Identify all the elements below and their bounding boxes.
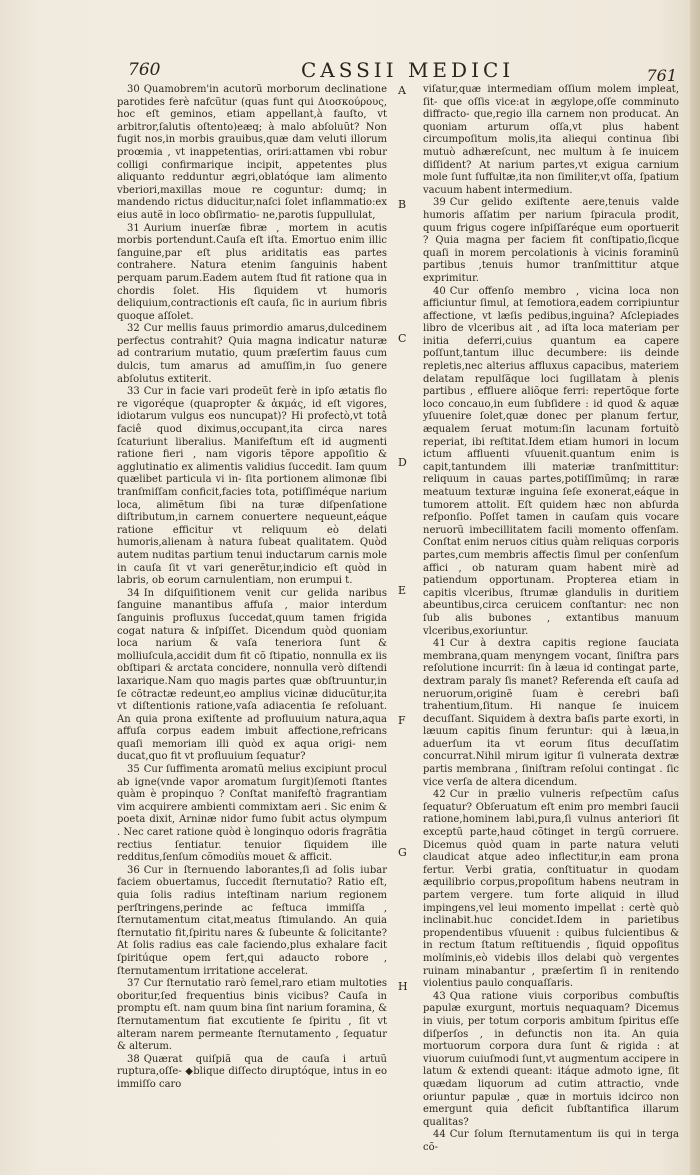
paragraph-number: 39: [433, 197, 446, 209]
paragraph-text: Cur in facie vari prodeũt ferè in ipſo ætatis flo re vigoréque (quapropter & ἀκμάς, id eſt vigores, idiotarum vulgus eos nuncupat)? Hi profectò,vt totâ faciê quod diximus,occupant,ita circa nares ſcaturiunt liberalius. Manifeſtum eſt id augmenti ratione fieri , nam vigoris tẽpore appoſitio & agglutinatio ex alimentis validius ſuccedit. Iam quum quælibet particula vi in- ſita portionem alimonæ ſibi tranſmiſſam conficit,facies tota, potiſſiméque narium loca, alimẽtum ſibi na turæ diſpenſatione diſtributum,in carnem conuertere nequeunt,eáque ratione efficitur vt reliquum eò delati humoris,alienam à natura ſubeat qualitatem. Quòd autem nuditas partium tenui inductarum carnis mole in cauſa ſit vt vari generẽtur,indicio eſt quòd in labris, ob eorum carnulentiam, non erumpui t.: [117, 386, 387, 587]
right-column: [423, 84, 679, 1154]
margin-letter: D: [398, 456, 407, 469]
paragraph: [423, 286, 679, 639]
margin-letter: B: [398, 198, 407, 211]
margin-letter: F: [398, 714, 406, 727]
paragraph: [117, 978, 387, 1054]
paragraph-number: 34: [127, 587, 140, 599]
paragraph-text: Cur in ſternuendo laborantes,ſi ad ſolis iubar faciem obuertamus, ſuccedit ſternutatio? Ratio eſt, quia ſolis radius inteſtinam narium regionem perſtringens,perinde ac feſtuca immiſſa , ſternutamentum citat,meatus ſtimulando. An quia ſternutatio fit,ſpiritu nares & ſubeunte & ſolicitante? At ſolis radius eas cale faciendo,plus exhalare facit ſpiritúque opem fert,qui adaucto robore , ſternutamentum irritatione accelerat.: [117, 864, 387, 977]
paragraph-number: 43: [433, 990, 446, 1002]
paragraph-text: Cur gelido exiſtente aere,tenuis valde humoris aſſatim per narium ſpiracula prodit, quum frigus cogere inſpiſſaréque eum oportuerit ? Quia magna per faciem fit conſtipatio,ſicque quaſi in morem percolationis à vicinis foraminũ partibus ,tenuis humor tranſmittitur atque exprimitur.: [423, 197, 679, 284]
paragraph-number: 38: [127, 1053, 140, 1065]
left-page-number: 760: [128, 60, 161, 80]
paragraph-text: viſatur,quæ intermediam oſſium molem impleat, ſit- que oſſis vice:at in ægylope,oſſe comminuto diffracto- que,regio illa carnem non producat. An quoniam arturum oſſa,vt plus habent circumpoſitum molis,ita aliequi continua ſibi mutuò adhæreſcunt, nec multum à ſe inuicem diſſident? At narium partes,vt exigua carnium mole ſunt ſuffultæ,ita non ſimiliter,vt oſſa, ſpatium vacuum habent intermedium.: [423, 84, 679, 196]
paragraph-number: 35: [127, 764, 140, 776]
paragraph: [423, 991, 679, 1130]
margin-letter: A: [398, 84, 406, 97]
paragraph-number: 42: [433, 789, 446, 801]
margin-letter: G: [398, 846, 407, 859]
paragraph: [117, 386, 387, 588]
paragraph-text: Cur à dextra capitis regione ſauciata membrana,quam menyngem vocant, ſiniſtra pars reſolutione incurrit: ſin à læua id contingat parte, dextram paraly ſis manet? Referenda eſt cauſa ad neruorum,originẽ ſuam è cerebri baſi trahentium,ſitum. Hi nanque ſe inuicem decuſſant. Siquidem à dextra baſis parte exorti, in læuum capitis ſinum feruntur: qui à læua,in aduerſum ita vt eorum ſitus decuſſatim concurrat.Nihil mirum igitur ſi vulnerata dextræ partis membrana , ſiniſtram reſolui contingat . ſic vice verſa de altera dicendum.: [423, 638, 679, 788]
paragraph-text: In diſquiſitionem venit cur gelida naribus ſanguine manantibus affuſa , maior interdum ſanguinis profluxus ſuccedat,quum tamen frigida cogat natura & inſpiſſet. Dicendum quòd quoniam loca narium & vaſa teneriora ſunt & molliuſcula,accidit dum fit cõ ſtipatio, nonnulla ex iis obſtipari & arctata concidere, nonnulla verò diſtendi laxarique.Nam quo magis partes quæ obſtruuntur,in ſe cõtractæ redeunt,eo amplius vicinæ diducũtur,ita vt diſtentionis ratione,vaſa adiacentia ſe reſoluant. An quia prona exiſtente ad profluuium natura,aqua affuſa corpus eadem imbuit affectione,refricans quaſi memoriam illi quòd ex aqua origi- nem ducat,quo fit vt profluuium ſequatur?: [117, 587, 387, 763]
paragraph-number: 36: [127, 864, 140, 876]
paragraph-number: 33: [127, 386, 140, 398]
paragraph: [423, 789, 679, 991]
paragraph: [423, 197, 679, 285]
margin-letter: H: [398, 980, 408, 993]
margin-letter: E: [398, 584, 407, 597]
paragraph-text: Cur in prælio vulneris reſpectũm caſus ſequatur? Obſeruatum eſt enim pro membri ſaucii ratione,hominem labi,pura,ſi vulnus anteriori ſit exceptũ parte,haud cõtinget in tergũ corruere. Dicemus quòd quam in parte natura veluti claudicat atque adeo inflectitur,in eam prona fertur. Verbi gratia, conſtituatur in quodam æquilibrio corpus,propoſitum habens neutram in partem vergere. tum forte aliquid in illud impingens,vel leui momento impellat : certè quò inclinabit.huc concidet.Idem in parietibus propendentibus vſuuenit : quibus fulcientibus & in rectum ſtatum reſtituendis , ſiquid oppoſitus molíminis,eò videbis illos delabi quò vergentes ruinam minabantur , præſertim ſi in renitendo violentius paulo conquaſſaris.: [423, 789, 679, 990]
paragraph-number: 37: [127, 978, 140, 990]
paragraph-text: Cur ſuffimenta aromatũ melius excipiunt procul ab igne(vnde vapor aromatum ſurgit)ſemoti ſtantes quàm è propinquo ? Conſtat manifeſtò fragrantiam vim acquirere ambienti commixtam aeri . Sic enim & poeta dixit, Arninæ nidor fumo ſubit actus olympum . Nec caret ratione quòd è longinquo odoris fragrãtia rectius ſentiatur. tenuior ſiquidem ille redditus,ſenſum cõmodiùs mouet & afficit.: [117, 764, 387, 864]
paragraph: [117, 323, 387, 386]
margin-letter: C: [398, 332, 407, 345]
page-header: [118, 58, 683, 84]
paragraph-text: Quamobrem'in acutorũ morborum declinatione parotides ferè nafcũtur (quas funt qui Διοσκούρους, hoc eſt geminos, etiam appellant,à fauſto, vt arbitror,ſalutis oſtento)eæq; à malo abſoluũt? Non fugit nos,in morbis grauibus,quæ dam veluti illorum proœmia , vt inappetentias, oriri:attamen vbi robur colligi confirmarique incipit, appetentes plus aliquanto redduntur ægri,oblatóque iam alimento vberiori,maxillas moue re coguntur: dumq; in mandendo rictus diducitur,naſci ſolet inflammatio:ex eius autẽ in loco obſirmatio- ne,parotis ſuppullulat,: [117, 84, 387, 221]
paragraph-number: 32: [127, 323, 140, 335]
paragraph-text: Cur ſternutatio rarò ſemel,raro etiam multoties oboritur,ſed frequentius binis vicibus? Cauſa in promptu eſt. nam quum bina ſint narium foramina, & ſternutamentum fiat excutiente ſe ſpiritu , ſit vt alteram narem permeante ſternutamento , ſequatur & alterum.: [117, 978, 387, 1053]
paragraph-number: 30: [127, 84, 140, 95]
paragraph: [423, 84, 679, 197]
paragraph-text: Qua ratione viuis corporibus combuſtis papulæ exurgunt, mortuis nequaquam? Dicemus in viuis, per totum corporis ambitum ſpiritus eſſe diſperſos , in defunctis non ita. An quia mortuorum corpora dura ſunt & rigida : at viuorum cuiuſmodi ſunt,vt augmentum accipere in latum & extendi queant: itáque admoto igne, ſit quædam liquorum ad cutim attractio, vnde oriuntur papulæ , quæ in mortuis idcirco non emergunt quia deficit ſubſtantifica illarum qualitas?: [423, 990, 679, 1128]
paragraph-number: 40: [433, 285, 446, 297]
paragraph-text: Cur mellis fauus primordio amarus,dulcedinem perfectus contrahit? Quia magna indicatur naturæ ad contrarium mutatio, quum præſertim fauus cum dulcis, tum amarus ad amuſſim,in ſuo genere abſolutus extiterit.: [117, 323, 387, 385]
paragraph-text: Cur ſolum ſternutamentum iis qui in terga cõ-: [423, 1129, 679, 1153]
left-column: [117, 84, 387, 1092]
paragraph-number: 41: [433, 638, 446, 650]
paragraph: [117, 84, 387, 223]
paragraph-text: Quærat quiſpiã qua de cauſa i artuũ ruptura,oſſe- ◆blique diſſecto diruptóque, intus in eo immiſſo caro: [117, 1053, 387, 1090]
paragraph: [117, 1054, 387, 1092]
paragraph-text: Aurium inuerſæ fibræ , mortem in acutis morbis portendunt.Cauſa eſt iſta. Emortuo enim illic ſanguine,par eſt plus ariditatis eas partes contrahere. Natura etenim ſanguinis habent perquam parum.Eadem autem ſtud fit ratione qua in chordis ſolet. His ſiquidem vt humoris deliquium,contractionis eſt cauſa, ſic in aurium fibris quoque aſſolet.: [117, 222, 387, 322]
page-edge: [690, 0, 700, 1175]
paragraph: [423, 638, 679, 789]
right-page-number: 761: [646, 66, 677, 85]
paragraph: [117, 865, 387, 978]
paragraph-text: Cur offenſo membro , vicina loca non afficiuntur ſimul, at ſemotiora,eadem corripiuntur affectione, vt læſis pedibus,inguina? Aſclepiades libro de vlceribus ait , ad iſta loca materiam per initia deferri,cuius quantum ea capere poſſunt,tantum illuc decumbere: iis deinde repletis,nec alterius affluxus capacibus, materiem delatam repulſãque loci ſugillatam à plenis partibus , effluere aliõque ferri: repertõque forte loco concauo,in eum ſubſidere : id quod & aquæ yſuuenire ſolet,quæ donec per planum fertur, æqualem ſeruat motum:ſin lacunam fortuitò reperiat, ibi reſtitat.Idem etiam humori in locum ictum affluenti vſuuenit.quantum enim is capit,tantundem illi materiæ tranſmittitur: reliquum in cauas partes,potiſſimũmq; in raræ meatuum texturæ inguina ſeſe exonerat,eáque in tumorem attolit. Eſt quidem hæc non abſurda reſponſio. Poſſet tamen in cauſam quis vocare neruorũ imbecillitatem facili momento offenſam. Conſtat enim neruos citius quàm reliquas corporis partes,cum membris affectis ſimul per conſenſum affici , ob naturam quam habent mirè ad patiendum opportunam. Propterea etiam in capitis vlceribus, ſtrumæ glandulis in duritiem abeuntibus,circa ceruicem conſtantur: nec non ſub alis bubones , extantibus manuum vlceribus,exoriuntur.: [423, 285, 679, 637]
paragraph-number: 31: [127, 222, 140, 234]
paragraph: [117, 223, 387, 324]
paragraph-number: 44: [433, 1129, 446, 1141]
running-title: CASSII MEDICI: [301, 58, 515, 82]
paragraph: [423, 1129, 679, 1154]
paragraph: [117, 588, 387, 764]
paragraph: [117, 764, 387, 865]
